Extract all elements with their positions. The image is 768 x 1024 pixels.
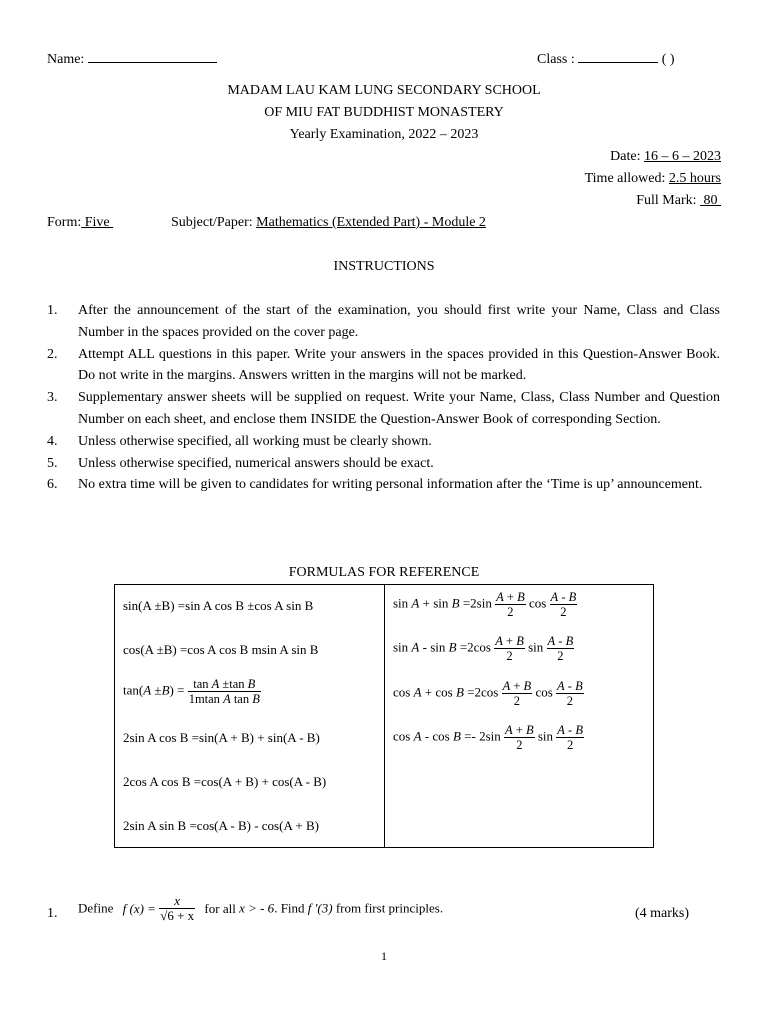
instruction-text: No extra time will be given to candidates for writing personal information after the ‘Time is up’ announcement. [78, 477, 703, 493]
formula-tan-sum: tan(A ±B) = $\frac{\text{tan A ±tan B}}{\text{1mtan A tan B}}$ [123, 677, 260, 706]
question-for-all: for all [204, 900, 236, 916]
mark-value: 80 [700, 193, 721, 208]
formula-2sinsin: 2sin A sin B =cos(A - B) - cos(A + B) [123, 818, 319, 833]
question-condition: x > - 6 [239, 900, 275, 916]
instruction-item [47, 453, 720, 475]
formula-sin-minus-sin: sin A - sin B =2cos $\frac{A + B}{2}$ sin $\frac{A - B}{2}$ [393, 634, 574, 663]
instruction-number: 1. [47, 303, 58, 318]
formula-cos-plus-cos: cos A + cos B =2cos $\frac{A + B}{2}$ cos $\frac{A - B}{2}$ [393, 679, 583, 708]
instruction-text: Supplementary answer sheets will be supplied on request. Write your Name, Class, Class Number and Question Number on each sheet, and enclose them INSIDE the Question-Answer Book of corresponding Section. [78, 390, 720, 427]
question-marks: (4 marks) [635, 906, 690, 921]
name-label: Name: [47, 52, 85, 67]
question-principles: from first principles. [335, 900, 444, 916]
formula-cos-sum: cos(A ±B) =cos A cos B msin A sin B [123, 642, 319, 657]
instructions-title: INSTRUCTIONS [333, 259, 435, 274]
fraction-numerator: x [174, 893, 181, 908]
formula-2sincos: 2sin A cos B =sin(A + B) + sin(A - B) [123, 730, 320, 745]
instruction-number: 3. [47, 390, 58, 406]
name-blank [88, 48, 217, 63]
subject-line [171, 215, 486, 231]
date-label: Date: [610, 149, 641, 164]
instruction-number: 6. [47, 477, 58, 493]
instruction-text: After the announcement of the start of the examination, you should first write your Name, Class and Class Number in the spaces provided on the cover page. [78, 303, 720, 340]
formula-sin-sum: sin(A ±B) =sin A cos B ±cos A sin B [123, 598, 314, 613]
formulas-table [114, 584, 654, 848]
instruction-number: 5. [47, 455, 58, 471]
subject-label: Subject/Paper: [171, 215, 253, 230]
instruction-item [47, 300, 720, 344]
time-label: Time allowed: [584, 171, 666, 186]
class-blank [578, 48, 658, 63]
class-label: Class : [537, 52, 575, 67]
instruction-item [47, 474, 720, 496]
instruction-item [47, 387, 720, 431]
fraction-denominator: √6 + x [160, 908, 195, 923]
class-number-paren: ( ) [661, 52, 675, 67]
question-fraction [159, 894, 195, 923]
page-number: 1 [381, 949, 387, 963]
date-value: 16 – 6 – 2023 [644, 149, 721, 164]
question-f-lhs: f (x) = [122, 900, 156, 916]
school-name-line1: MADAM LAU KAM LUNG SECONDARY SCHOOL [227, 83, 541, 98]
question-find: . Find [274, 900, 305, 916]
instruction-item [47, 431, 720, 453]
time-value: 2.5 hours [668, 171, 721, 186]
instruction-number: 4. [47, 433, 58, 449]
question-define: Define [78, 900, 114, 916]
formulas-right-column [385, 585, 654, 848]
formulas-left-column [115, 585, 385, 848]
instruction-number: 2. [47, 346, 58, 362]
instruction-text: Attempt ALL questions in this paper. Write your answers in the spaces provided in this Question-Answer Book. Do not write in the margins. Answers written in the margins will not be marked. [78, 346, 720, 384]
name-field [47, 48, 217, 68]
mark-label: Full Mark: [636, 193, 697, 208]
question-text [78, 894, 443, 923]
exam-title: Yearly Examination, 2022 – 2023 [289, 127, 479, 142]
form-label: Form: [47, 215, 82, 230]
question-fprime: f '(3) [307, 900, 333, 916]
formula-2coscos: 2cos A cos B =cos(A + B) + cos(A - B) [123, 774, 327, 789]
formula-sin-plus-sin: sin A + sin B =2sin $\frac{A + B}{2}$ cos $\frac{A - B}{2}$ [393, 590, 577, 619]
mark-line [636, 193, 721, 209]
time-line [585, 171, 721, 187]
school-name-line2: OF MIU FAT BUDDHIST MONASTERY [264, 105, 504, 120]
instruction-text: Unless otherwise specified, all working must be clearly shown. [78, 433, 432, 449]
formulas-title: FORMULAS FOR REFERENCE [288, 565, 480, 580]
date-line [610, 149, 721, 165]
subject-value: Mathematics (Extended Part) - Module 2 [256, 215, 486, 230]
form-value: Five [81, 215, 114, 230]
form-line [47, 215, 113, 231]
instructions-list [47, 300, 720, 496]
question-number: 1. [47, 906, 58, 921]
class-field [537, 48, 675, 68]
formula-cos-minus-cos: cos A - cos B =- 2sin $\frac{A + B}{2}$ sin $\frac{A - B}{2}$ [393, 723, 583, 752]
instruction-text: Unless otherwise specified, numerical answers should be exact. [78, 455, 434, 471]
instruction-item [47, 344, 720, 388]
